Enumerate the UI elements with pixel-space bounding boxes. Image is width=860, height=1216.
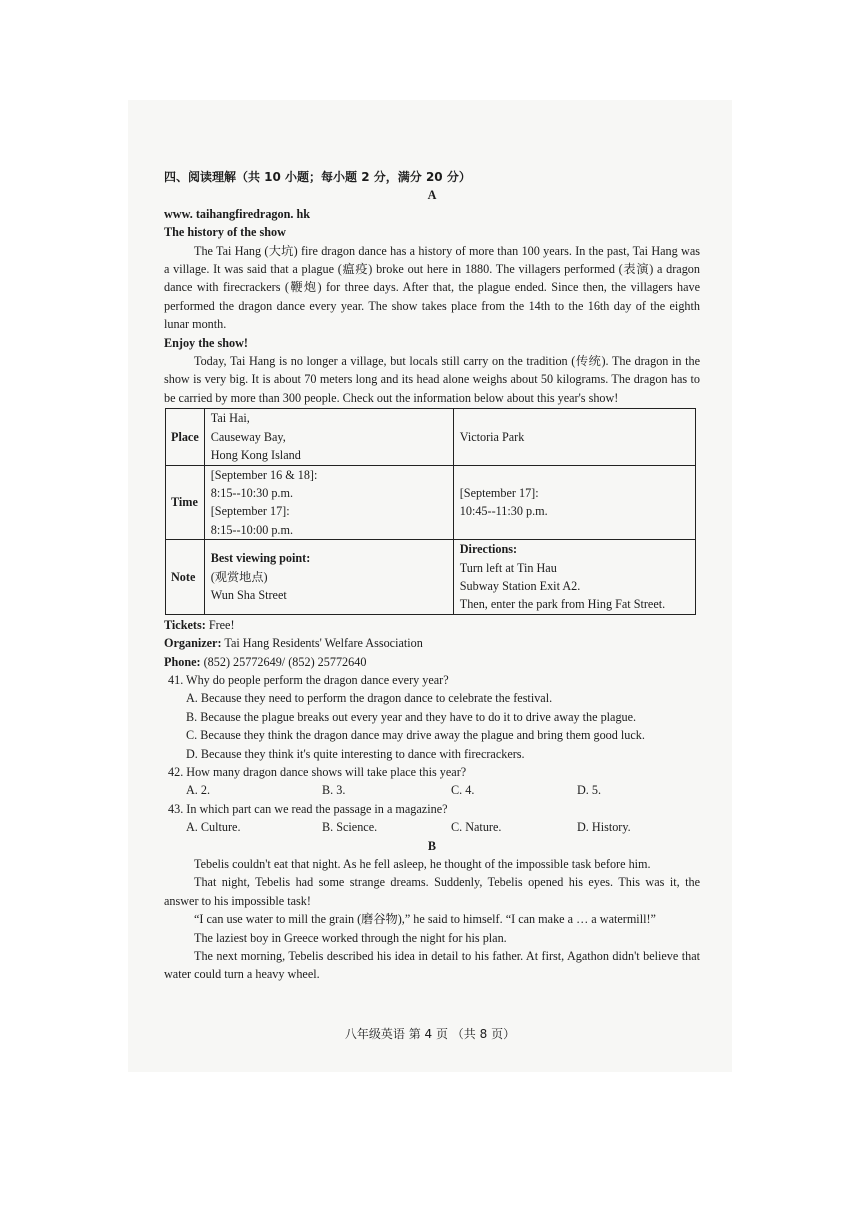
table-row-time: [166, 465, 696, 540]
story-paragraph: Tebelis couldn't eat that night. As he fell asleep, he thought of the impossible task before him.: [194, 857, 651, 872]
answer-option: D. History.: [577, 820, 631, 835]
note-cell-2: [453, 540, 695, 615]
table-row-note: [166, 540, 696, 615]
section-heading: 四、阅读理解（共 10 小题；每小题 2 分，满分 20 分）: [164, 170, 471, 184]
history-paragraph: The Tai Hang (大坑) fire dragon dance has a history of more than 100 years. In the past, Tai Hang was a village. It was said that a plague (瘟疫) broke out here in 1880. The villagers performed (表演) a dragon dance with firecrackers (鞭炮) for three days. After that, the plague ended. Since then, the villagers have performed the dragon dance every year. The show takes place from the 14th to the 16th day of the eighth lunar month.: [164, 243, 700, 332]
phone-line: [164, 653, 700, 671]
story-paragraph: The next morning, Tebelis described his idea in detail to his father. At first, Agathon didn't believe that water could turn a heavy wheel.: [164, 949, 700, 982]
place-cell-1: [204, 409, 453, 465]
question-stem: 43. In which part can we read the passage in a magazine?: [168, 801, 448, 816]
options-row: [168, 781, 700, 799]
answer-option: A. 2.: [186, 783, 211, 798]
phone-value: (852) 25772649/ (852) 25772640: [200, 654, 367, 669]
question-stem: 42. How many dragon dance shows will take place this year?: [168, 765, 467, 779]
question-stem: 41. Why do people perform the dragon dance every year?: [168, 672, 449, 687]
answer-option: A. Because they need to perform the dragon dance to celebrate the festival.: [186, 691, 553, 706]
directions-title: Directions:: [459, 542, 518, 557]
answer-option: A. Culture.: [186, 820, 241, 835]
place-cell-2: Victoria Park: [453, 409, 695, 465]
time-2-line: [September 17]:: [459, 485, 539, 500]
place-1-line: Tai Hai,: [210, 411, 250, 426]
tickets-value: Free!: [205, 617, 235, 632]
time-cell-1: [204, 465, 453, 540]
answer-option: D. 5.: [577, 783, 602, 798]
note-2-line: Turn left at Tin Hau: [459, 560, 557, 575]
part-a-label: A: [427, 188, 437, 203]
time-1-line: [September 17]:: [210, 504, 290, 519]
answer-option: B. Science.: [322, 820, 378, 835]
note-cell-1: [204, 540, 453, 615]
phone-label: Phone:: [164, 654, 201, 669]
story-paragraph: “I can use water to mill the grain (磨谷物),” he said to himself. “I can make a … a watermill!”: [194, 912, 656, 927]
viewing-point-title: Best viewing point:: [210, 551, 311, 566]
story-paragraph: That night, Tebelis had some strange dreams. Suddenly, Tebelis opened his eyes. This was it, the answer to his impossible task!: [164, 875, 700, 908]
time-1-line: 8:15--10:00 p.m.: [210, 522, 294, 537]
part-b-label: B: [427, 838, 437, 853]
options-row: [168, 818, 700, 836]
enjoy-paragraph: Today, Tai Hang is no longer a village, but locals still carry on the tradition (传统). The dragon in the show is very big. It is about 70 meters long and its head alone weighs about 50 kilograms. The dragon has to be carried by more than 300 people. Check out the information below about this year's show!: [164, 354, 700, 405]
note-1-line: (观赏地点): [210, 569, 268, 584]
organizer-label: Organizer:: [164, 636, 222, 651]
answer-option: C. Nature.: [451, 820, 502, 835]
question-41: [164, 671, 700, 763]
enjoy-title: Enjoy the show!: [164, 335, 248, 350]
story-paragraph: The laziest boy in Greece worked through the night for his plan.: [194, 930, 507, 945]
note-2-line: Subway Station Exit A2.: [459, 578, 581, 593]
time-1-line: 8:15--10:30 p.m.: [210, 485, 294, 500]
note-1-line: Wun Sha Street: [210, 588, 287, 603]
organizer-value: Tai Hang Residents' Welfare Association: [221, 636, 423, 651]
organizer-line: [164, 634, 700, 652]
page-footer: 八年级英语 第 4 页 （共 8 页）: [344, 1027, 516, 1041]
exam-page: [164, 168, 700, 984]
website-url: www. taihangfiredragon. hk: [164, 206, 311, 221]
note-2-line: Then, enter the park from Hing Fat Street.: [459, 597, 666, 612]
note-label: Note: [166, 540, 205, 615]
time-2-line: 10:45--11:30 p.m.: [459, 504, 548, 519]
history-title: The history of the show: [164, 225, 286, 240]
answer-option: C. 4.: [451, 783, 475, 798]
time-1-line: [September 16 & 18]:: [210, 467, 318, 482]
answer-option: C. Because they think the dragon dance may drive away the plague and bring them good luck.: [186, 728, 645, 743]
question-43: [164, 800, 700, 837]
question-42: [164, 763, 700, 800]
tickets-line: [164, 616, 700, 634]
place-1-line: Hong Kong Island: [210, 448, 301, 463]
answer-option: B. Because the plague breaks out every year and they have to do it to drive away the plague.: [186, 709, 637, 724]
tickets-label: Tickets:: [164, 617, 206, 632]
show-info-table: [165, 408, 696, 614]
answer-option: D. Because they think it's quite interesting to dance with firecrackers.: [186, 746, 525, 761]
time-cell-2: [453, 465, 695, 540]
place-label: Place: [166, 409, 205, 465]
answer-option: B. 3.: [322, 783, 346, 798]
time-label: Time: [166, 465, 205, 540]
place-1-line: Causeway Bay,: [210, 429, 286, 444]
table-row-place: [166, 409, 696, 465]
